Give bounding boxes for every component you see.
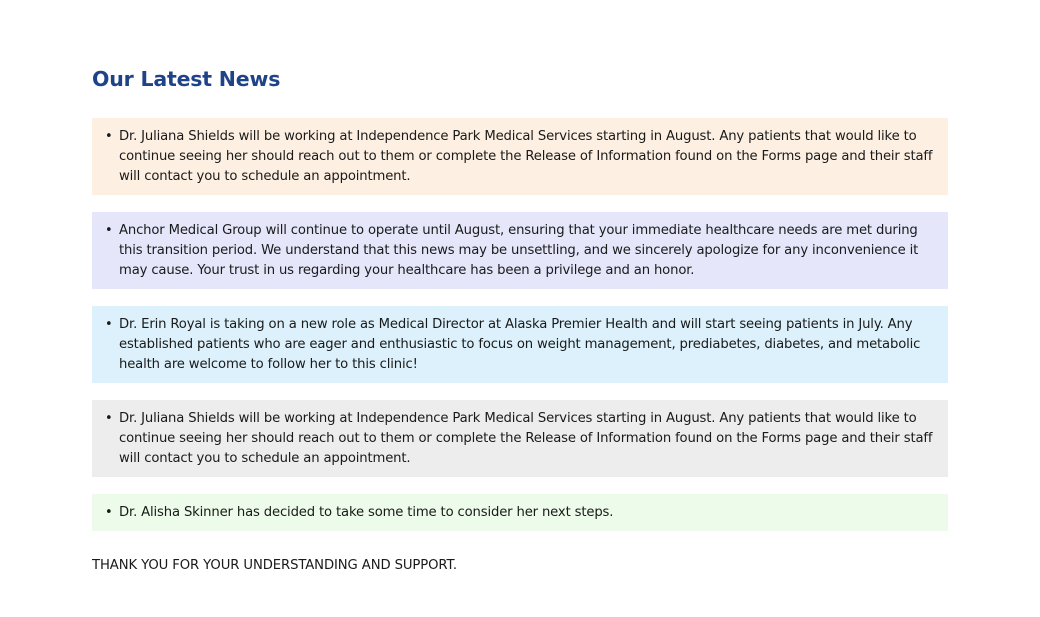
news-item <box>92 118 948 195</box>
closing-message: THANK YOU FOR YOUR UNDERSTANDING AND SUPPORT. <box>92 558 457 573</box>
news-item <box>92 306 948 383</box>
news-section <box>92 60 948 576</box>
bullet-icon: • <box>105 129 113 144</box>
news-item <box>92 400 948 477</box>
news-list <box>92 118 948 531</box>
bullet-icon: • <box>105 317 113 332</box>
news-item-text: Dr. Juliana Shields will be working at Independence Park Medical Services starting in August. Any patients that would like to continue seeing her should reach out to them or complete the Release of Information found on the Forms page and their staff will contact you to schedule an appointment. <box>119 129 933 184</box>
news-item-text: Dr. Alisha Skinner has decided to take some time to consider her next steps. <box>119 505 614 520</box>
news-item <box>92 212 948 289</box>
bullet-icon: • <box>105 505 113 520</box>
news-item <box>92 494 948 531</box>
news-item-text: Dr. Erin Royal is taking on a new role as Medical Director at Alaska Premier Health and will start seeing patients in July. Any established patients who are eager and enthusiastic to focus on weight management, prediabetes, diabetes, and metabolic health are welcome to follow her to this clinic! <box>119 317 921 372</box>
bullet-icon: • <box>105 223 113 238</box>
news-item-text: Anchor Medical Group will continue to operate until August, ensuring that your immediate healthcare needs are met during this transition period. We understand that this news may be unsettling, and we sincerely apologize for any inconvenience it may cause. Your trust in us regarding your healthcare has been a privilege and an honor. <box>119 223 919 278</box>
page-title: Our Latest News <box>92 67 281 91</box>
bullet-icon: • <box>105 411 113 426</box>
news-item-text: Dr. Juliana Shields will be working at Independence Park Medical Services starting in August. Any patients that would like to continue seeing her should reach out to them or complete the Release of Information found on the Forms page and their staff will contact you to schedule an appointment. <box>119 411 933 466</box>
